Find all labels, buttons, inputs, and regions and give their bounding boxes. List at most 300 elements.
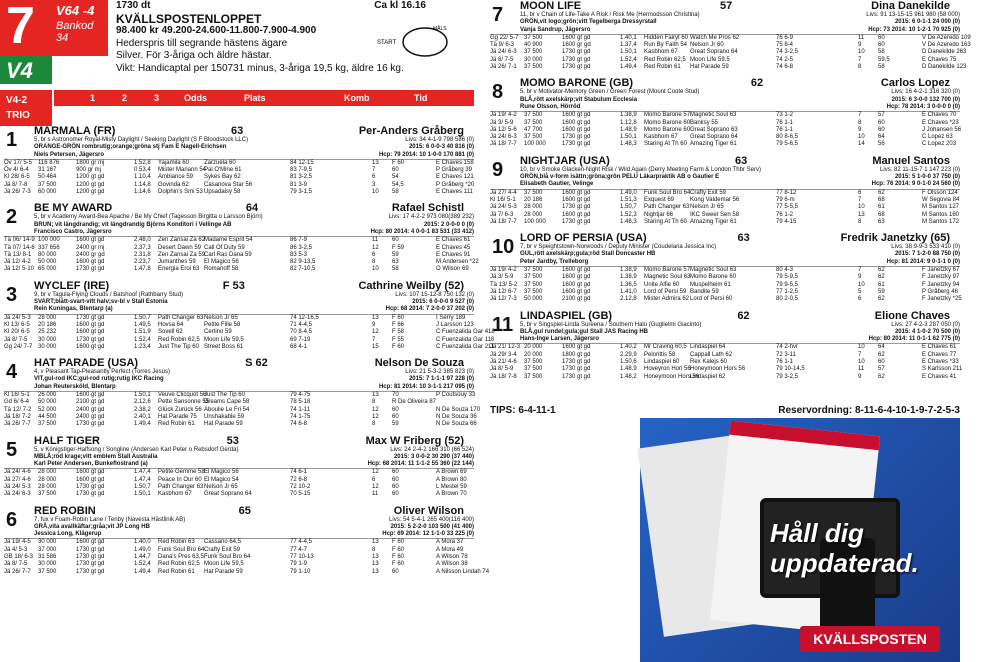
race-history-cell: P Coutsouy 33 (436, 392, 476, 399)
race-history-cell: M Santos 172 (922, 218, 960, 225)
race-history-row (4, 182, 474, 189)
race-history-row (490, 127, 960, 134)
ad-line1: Håll dig (770, 518, 864, 548)
race-history-cell: F Janetzky 94 (922, 281, 960, 288)
race-history-cell: 1.44,7 (134, 554, 151, 561)
race-history-row (4, 237, 474, 244)
race-history-cell: 2.38,2 (134, 406, 151, 413)
trainer: Rune Olsson, Hörröd (520, 103, 581, 110)
race-history-cell: Tä 12/ 7-2 (4, 406, 32, 413)
left-column (4, 125, 495, 582)
race-history-cell: Red Robin 61 (158, 568, 195, 575)
reserv-label: Reservordning: 8-11-6-4-10-1-9-7-2-5-3 (778, 405, 960, 416)
race-history-cell: Romanoff 58 (204, 266, 239, 273)
race-history-cell: 86 7-9 (290, 237, 308, 244)
race-history-row (4, 399, 474, 406)
owner: GRÖN,blå v-form isättn;gröna;grön PELU Läkarpraktik AB o Gautier E (520, 174, 720, 181)
race-history-row (490, 42, 971, 49)
horse-header (4, 505, 474, 517)
race-history-cell: 60 000 (38, 189, 57, 196)
race-history-cell: 12 (372, 483, 379, 490)
race-history-row (490, 219, 960, 226)
race-history-cell: E Chaves 111 (436, 189, 473, 196)
race-history-cell: 1730 gt gd (76, 421, 105, 428)
race-history-cell: 79 1-10 (290, 568, 311, 575)
race-history-cell: Jä 24/ 6-3 (490, 49, 517, 56)
race-history-cell: E Chaves 91 (436, 251, 471, 258)
handicap-record: Hcp: 80 2014: 4 0-0-1 83 531 (33 412) (370, 228, 474, 235)
race-history-cell: 76 1-1 (776, 358, 794, 365)
race-history-cell: Jä 26/ 7-1 (490, 64, 517, 71)
horse-header (490, 232, 960, 244)
race-history-cell: 1600 gt gd (76, 343, 105, 350)
race-history-cell: 54,5 (392, 181, 404, 188)
race-history-row (4, 252, 474, 259)
header-plats: Plats (244, 93, 266, 103)
race-history-cell: 73 1-2 (776, 112, 794, 119)
race-history-cell: Jä 19/ 4-2 (490, 112, 517, 119)
race-history-cell: 1.47,4 (134, 469, 151, 476)
race-history-cell: 25 232 (38, 329, 57, 336)
race-history-cell: 81 3-2,5 (290, 174, 313, 181)
race-history-row (490, 190, 960, 197)
race-history-cell: 10 (858, 358, 865, 365)
race-history-cell: Tä 07/ 14-6 (4, 244, 35, 251)
horse-header (4, 125, 474, 137)
race-history-cell: 1.50,7 (620, 204, 637, 211)
race-history-cell: Kl 20/ 6-5 (4, 329, 30, 336)
race-history-cell: Desert Dawn 59 (158, 244, 202, 251)
header-col-1: 1 (90, 93, 96, 103)
race-history-cell: 77 5-5,5 (776, 204, 799, 211)
race-history-cell: F 66 (392, 321, 405, 328)
trainer: Johan Reutersköld, Blentarp (34, 383, 116, 390)
race-history-cell: Hat Parade 59 (204, 568, 243, 575)
race-history-cell: 7 (858, 196, 862, 203)
race-history-cell: Staring At Th 60 (644, 141, 687, 148)
race-history-cell: Petite Gemme 58 (158, 469, 205, 476)
pedigree: 5, v Königstiger-Halfsong / Songline (Andersen Karl Peter o Rebsdorf Gerda) (34, 446, 239, 453)
race-history-cell: 13 (372, 159, 379, 166)
race-history-cell: 1.49,4 (620, 64, 637, 71)
race-history-cell: 64 (878, 134, 885, 141)
trio-label: TRIO (6, 110, 30, 121)
race-history-row (490, 57, 960, 64)
race-history-cell: P Gråberg 39 (436, 167, 472, 174)
career-record: Livs: 24 2-4-2 166 310 (66 524) (390, 446, 474, 453)
owner-row (490, 251, 960, 258)
race-history-cell: El Magico 54 (204, 476, 239, 483)
horse-name: HAT PARADE (USA) (34, 357, 139, 370)
race-history-cell: 1730 gt gd (562, 56, 591, 63)
race-history-cell: 80 4-3 (776, 267, 794, 274)
race-history-cell: Bandite 59 (690, 288, 719, 295)
race-history-cell: Lord of Persi 59 (644, 288, 687, 295)
race-history-cell: 10 (858, 134, 865, 141)
race-history-cell: Mr Craving 60,5 (644, 344, 687, 351)
owner-row (4, 144, 474, 151)
race-history-cell: 80 2-0,5 (776, 296, 799, 303)
jockey-name: Carlos Lopez (880, 77, 950, 90)
year-record: 2015: 6 0-0-0 9 527 (0) (412, 299, 474, 306)
race-history-cell: 1.49,5 (134, 321, 151, 328)
race-history-cell: 60 (392, 469, 399, 476)
race-history-cell: 2.48,0 (134, 237, 151, 244)
race-history-cell: 72 3-11 (776, 351, 796, 358)
horse-number: 1 (6, 129, 18, 151)
bet-type-box (0, 90, 52, 126)
horse-entry (4, 279, 495, 351)
race-history-cell: 1.36,5 (620, 281, 637, 288)
race-history-cell: Jä 19/ 4-5 (4, 539, 31, 546)
race-history-cell: Jä 26/ 7-7 (4, 421, 31, 428)
horse-header (490, 310, 960, 322)
race-history-cell: 62 (878, 373, 885, 380)
race-history-cell: C Fuenzalida Gar 211 (436, 343, 495, 350)
race-history-cell: 13 (858, 211, 865, 218)
race-history-row (4, 189, 474, 196)
race-history-cell: Just The Tip 60 (204, 392, 245, 399)
race-history-row (4, 477, 474, 484)
race-history-cell: A Wilson 38 (436, 561, 468, 568)
race-history-cell: 64 (878, 344, 885, 351)
race-history-cell: 12 (372, 329, 379, 336)
owner: GRÖN,vit logo;grön;vitt Tegelberga Dressyrstall (520, 19, 657, 26)
trainer-row (4, 229, 474, 237)
race-history-cell: GB 18/ 6-3 (4, 554, 34, 561)
horse-name: WYCLEF (IRE) (34, 279, 110, 292)
race-history-cell: 37 500 (524, 119, 543, 126)
handicap-record: Hcp: 79 2014: 10 1-0-0 170 881 (0) (378, 151, 474, 158)
race-history-cell: F 59 (392, 244, 405, 251)
race-history-row (490, 112, 960, 119)
race-history-cell: 1.49,0 (620, 189, 637, 196)
year-record: 2015: 7 1-2-0 88 750 (0) (894, 251, 960, 258)
horse-entry (490, 155, 960, 226)
race-number-box (0, 0, 108, 56)
race-history-cell: Tä 9/ 6-3 (490, 42, 515, 49)
race-history-cell: 1.38,9 (620, 112, 637, 119)
pedigree: 5, br v Academy Award-Bea Apache / Be My Chief (Tagesson Birgitta o Larsson Björn) (34, 214, 263, 221)
race-history-cell: 3 (372, 181, 376, 188)
owner: SVART;blått-svart-vitt halv;sv-bl v Stall Estonia (34, 299, 168, 306)
race-history-cell: 2400 gt gd (76, 413, 105, 420)
race-history-cell: Gg 22/ 5-7 (490, 34, 519, 41)
race-line2: Silver. För 3-åriga och äldre hästar. (116, 50, 272, 61)
race-history-cell: 2.37,3 (134, 244, 151, 251)
pedigree: 5, br v Motivator-Memory Green / Green Forest (Mount Coote Stud) (520, 89, 700, 96)
owner-row (4, 376, 474, 383)
race-history-cell: 50 000 (38, 259, 57, 266)
race-title: KVÄLLSPOSTENLOPPET (116, 11, 262, 26)
race-history-cell: 1730 gt gd (76, 546, 105, 553)
right-column (490, 0, 971, 387)
horse-rating: 65 (238, 504, 251, 517)
race-history-row (4, 245, 474, 252)
race-history-cell: A Wilson 78 (436, 554, 468, 561)
advertisement[interactable] (640, 418, 960, 662)
race-history-row (490, 212, 960, 219)
race-history-cell: Hat Parade 59 (204, 421, 243, 428)
race-history-cell: Red Robin 62,5 (158, 336, 200, 343)
race-history-cell: Energia Eroi 63 (158, 266, 200, 273)
race-history-cell: 100 000 (524, 141, 546, 148)
race-history-cell: 8 (858, 218, 862, 225)
race-history-row (4, 266, 474, 273)
race-history-cell: Jä 27/ 4-4 (490, 189, 517, 196)
race-history-row (4, 421, 477, 428)
race-history-cell: C Lopez 203 (922, 141, 957, 148)
race-history-cell: F Janetzky 97 (922, 274, 960, 281)
race-history-row (4, 491, 474, 498)
race-history-cell: Kl 16/ 5-1 (4, 392, 30, 399)
race-history-cell: 30 000 (38, 336, 57, 343)
race-history-row (4, 315, 474, 322)
race-history-cell: Watch Me Pros 62 (690, 34, 740, 41)
race-history-cell: Jä 29/ 3-4 (490, 351, 517, 358)
race-history-cell: N De Souza 66 (436, 421, 477, 428)
race-history-cell: 1.50,1 (620, 49, 637, 56)
race-history-cell: Jä 26/ 7-7 (4, 568, 31, 575)
race-history-cell: Street Boss 61 (204, 343, 244, 350)
v64-label: V64 -4 (56, 3, 95, 18)
race-history-cell: 14 (858, 141, 865, 148)
jockey-name: Cathrine Weilby (52) (358, 279, 464, 292)
race-history-cell: 60 (392, 483, 399, 490)
race-history-cell: 1730 gt gd (562, 64, 591, 71)
race-history-cell: 12 (372, 244, 379, 251)
race-history-cell: 1600 gt gd (76, 539, 105, 546)
v4-2-label: V4-2 (6, 95, 28, 106)
bankod-label: Bankod 34 (56, 20, 94, 44)
race-history-cell: F 60 (392, 343, 405, 350)
race-history-cell: 61 (878, 204, 885, 211)
race-history-cell: Jä 12/ 5-6 (490, 126, 517, 133)
horse-rating: 57 (720, 0, 733, 12)
race-history-cell: 1730 gt gd (76, 336, 105, 343)
race-history-cell: 74 6-8 (290, 421, 308, 428)
race-history-row (490, 366, 963, 373)
race-history-cell: C Fuenzalida Gar 418 (436, 329, 495, 336)
race-history-cell: V De Azeredo 109 (922, 34, 971, 41)
race-history-cell: E Chaves *23 (922, 119, 959, 126)
career-record: Livs: 82 11-15-7 1 147 223 (0) (880, 166, 960, 173)
jockey-name: Per-Anders Gråberg (358, 125, 464, 137)
ad-line2: uppdaterad. (770, 548, 919, 578)
race-history-cell: Lindaspiel 60 (644, 358, 680, 365)
race-history-cell: Unshakable 59 (204, 413, 245, 420)
race-history-cell: C Lopez 63 (922, 134, 953, 141)
trainer: Rein Kuningas, Blentarp (a) (34, 306, 113, 313)
race-history-cell: 1200 gt gd (76, 174, 105, 181)
race-history-cell: 52 000 (38, 406, 57, 413)
race-history-cell: 1730 gt gd (76, 554, 105, 561)
owner: GRÅ,vita avallkäftar;gråa;vit JP Long HB (34, 523, 150, 530)
race-history-cell: Amazing Tiger 61 (690, 141, 737, 148)
race-prize: 98.400 kr 49.200-24.600-11.800-7.900-4.900 (116, 25, 317, 36)
race-history-cell: 1730 gt gd (562, 218, 591, 225)
race-history-cell: Crafty Exit 59 (204, 546, 241, 553)
start-label: START (377, 40, 397, 46)
trainer: Niels Petersen, Jägersro (34, 151, 105, 158)
race-history-cell: 2400 gr gd (76, 251, 105, 258)
race-history-cell: 1.50,7 (134, 483, 151, 490)
trainer-row (490, 336, 960, 344)
handicap-record: Hcp: 69 2014: 12 1-1-0 33 225 (0) (382, 531, 474, 538)
career-record: Livs: 107 15-12-8 750 132 (0) (395, 291, 474, 298)
race-history-cell: 30 000 (38, 539, 57, 546)
owner: BLÅ,rött axelskärp;vit Stabulum Ecclesia (520, 96, 638, 103)
race-history-cell: 1.52,8 (134, 159, 151, 166)
race-history-cell: 1.47,8 (134, 266, 151, 273)
race-history-cell: 37 500 (524, 288, 543, 295)
race-history-cell: Jä 21/ 4-6 (490, 358, 517, 365)
handicap-record: Hcp: 73 2014: 10 1-2-1 70 925 (0) (868, 26, 960, 33)
race-history-row (490, 49, 967, 56)
race-history-cell: F 58 (392, 329, 405, 336)
race-history-cell: P Gråberg 46 (922, 288, 958, 295)
race-history-cell: A Nilsson Lindah 74 (436, 568, 490, 575)
race-history-cell: 8 (372, 399, 376, 406)
race-history-cell: J Johansen 56 (922, 126, 962, 133)
odds-table-header (54, 90, 474, 106)
race-history-row (490, 64, 967, 71)
race-history-cell: Ambiance 59 (158, 174, 194, 181)
race-history-cell: Honeymoon Hors 56 (690, 366, 746, 373)
race-history-cell: Petite Fille 58 (204, 321, 241, 328)
horse-number: 9 (492, 158, 504, 181)
race-history-cell: 1600 gt gd (562, 189, 591, 196)
pedigree: 4, v Pleasant Tap-Pleasantly Perfect (Torres Jesus) (34, 369, 170, 376)
race-history-cell: Peace In Our 60 (158, 476, 202, 483)
race-history-cell: A Brown 80 (436, 476, 467, 483)
race-history-cell: 13 (372, 561, 379, 568)
race-history-cell: 20 000 (524, 351, 543, 358)
race-history-cell: Amazing Tiger 61 (690, 218, 737, 225)
race-history-cell: 10 (858, 281, 865, 288)
race-history-cell: 68 4-1 (290, 343, 308, 350)
race-history-cell: F 60 (392, 314, 405, 321)
race-history-cell: 9 (858, 373, 862, 380)
race-history-cell: 2.40,1 (134, 413, 151, 420)
race-history-cell: 62 (878, 351, 885, 358)
race-history-cell: 2.29,9 (620, 351, 637, 358)
race-history-cell: 60 (878, 119, 885, 126)
year-record: 2015: 7 1-1-1 97 228 (0) (408, 376, 474, 383)
career-record: Livs: 91 13-15-15 961 980 (58 000) (866, 12, 960, 18)
race-history-cell: Jumanthes 59 (158, 259, 196, 266)
race-history-row (4, 547, 474, 554)
handicap-record: Hcp: 68 2014: 11 1-1-2 55 360 (22 144) (367, 461, 474, 468)
race-history-cell: Moon Life 59,5 (204, 561, 244, 568)
race-history-cell: 81 3-9 (290, 181, 308, 188)
race-history-cell: Nelson Jr 60 (690, 42, 724, 49)
race-history-cell: E Chaves 61 (922, 344, 957, 351)
race-history-cell: 57 (878, 366, 885, 373)
race-history-row (4, 469, 474, 476)
race-history-cell: Dreams Cape 58 (204, 399, 250, 406)
race-history-cell: Jä 18/ 7-7 (490, 218, 517, 225)
race-history-cell: Hovsa 64 (158, 321, 184, 328)
race-history-cell: M Santos 160 (922, 211, 960, 218)
horse-header (4, 202, 474, 214)
race-history-cell: Red Robin 61 (644, 64, 681, 71)
race-history-cell: 84 12-15 (290, 159, 314, 166)
race-history-cell: 75 8-4 (776, 42, 794, 49)
race-history-cell: 69 7-19 (290, 336, 311, 343)
career-record: Livs: 34 4-1-9 798 586 (0) (405, 137, 474, 143)
race-history-cell: 83 7-9,5 (290, 167, 313, 174)
race-history-cell: Kasbhom 67 (644, 134, 678, 141)
race-history-cell: 79 10-14,5 (776, 366, 805, 373)
race-history-cell: 63 (878, 218, 885, 225)
race-history-cell: 74 1-11 (290, 406, 310, 413)
career-record: Livs: 54 5-4-1 265 400(116 400) (389, 516, 474, 523)
race-history-cell: 1.52,4 (620, 56, 637, 63)
race-history-cell: 7 (372, 167, 376, 174)
owner-row (490, 174, 960, 181)
race-history-cell: F 60 (392, 539, 405, 546)
race-history-cell: Jä 8/ 7-8 (4, 181, 28, 188)
race-history-cell: Momo Barone 57 (644, 112, 691, 119)
race-history-cell: Honeymoon Hors 56 (644, 373, 700, 380)
race-history-cell: 59 (878, 288, 885, 295)
handicap-record: Hcp: 76 2014: 9 0-1-0 24 560 (0) (871, 181, 960, 188)
owner: BLÅ,gul rundel;gula;gul Stall JAS Racing HB (520, 328, 649, 335)
race-history-cell: 10 (858, 204, 865, 211)
race-history-cell: 8 (858, 119, 862, 126)
race-history-row (4, 406, 481, 414)
race-history-cell: 60 (392, 237, 399, 244)
race-history-cell: 37 500 (524, 112, 543, 119)
race-history-row (4, 392, 474, 399)
race-history-cell: 1.52,4 (134, 561, 151, 568)
race-history-cell: 28 000 (524, 204, 543, 211)
race-history-cell: Lindaspiel 62 (690, 373, 726, 380)
race-history-cell: 337 656 (38, 244, 60, 251)
race-history-cell: Momo Barone 60 (644, 126, 691, 133)
race-history-cell: 1.40,2 (620, 344, 637, 351)
race-history-cell: 37 500 (524, 373, 543, 380)
race-history-cell: Magnetic Soul 63 (690, 267, 737, 274)
horse-rating: 63 (737, 232, 750, 245)
race-history-cell: Sovell 62 (158, 329, 183, 336)
race-history-cell: 37 500 (38, 491, 57, 498)
race-history-row (4, 568, 490, 576)
horse-name: LINDASPIEL (GB) (520, 309, 613, 322)
race-history-cell: 1.12,8 (620, 119, 637, 126)
race-history-row (490, 34, 971, 42)
race-history-cell: 900 gr mj (76, 167, 102, 174)
race-history-cell: 37 500 (524, 134, 543, 141)
race-history-cell: E Chaves 77 (922, 351, 957, 358)
horse-entry (4, 357, 481, 428)
race-history-row (4, 336, 495, 344)
race-history-cell: 28 000 (524, 211, 543, 218)
race-history-cell: 1730 gt gd (76, 491, 105, 498)
race-history-cell: 1730 gt gd (562, 373, 591, 380)
race-history-cell: Zarzuela 60 (204, 159, 236, 166)
race-history-cell: 1730 gt gd (562, 141, 591, 148)
race-history-cell: 8 (372, 421, 376, 428)
race-history-cell: 37 500 (38, 421, 57, 428)
career-record: Livs: 21 5-3-2 385 823 (0) (405, 369, 474, 376)
kvallsposten-logo: KVÄLLSPOSTEN (800, 626, 940, 652)
horse-entry (4, 504, 490, 576)
race-history-cell: Path Changer 63 (158, 483, 204, 490)
race-history-cell: 1730 gt gd (562, 49, 591, 56)
race-line3: Vikt: Handicaptal per 150731 minus, 3-åriga 19,5 kg, äldre 16 kg. (116, 62, 404, 74)
